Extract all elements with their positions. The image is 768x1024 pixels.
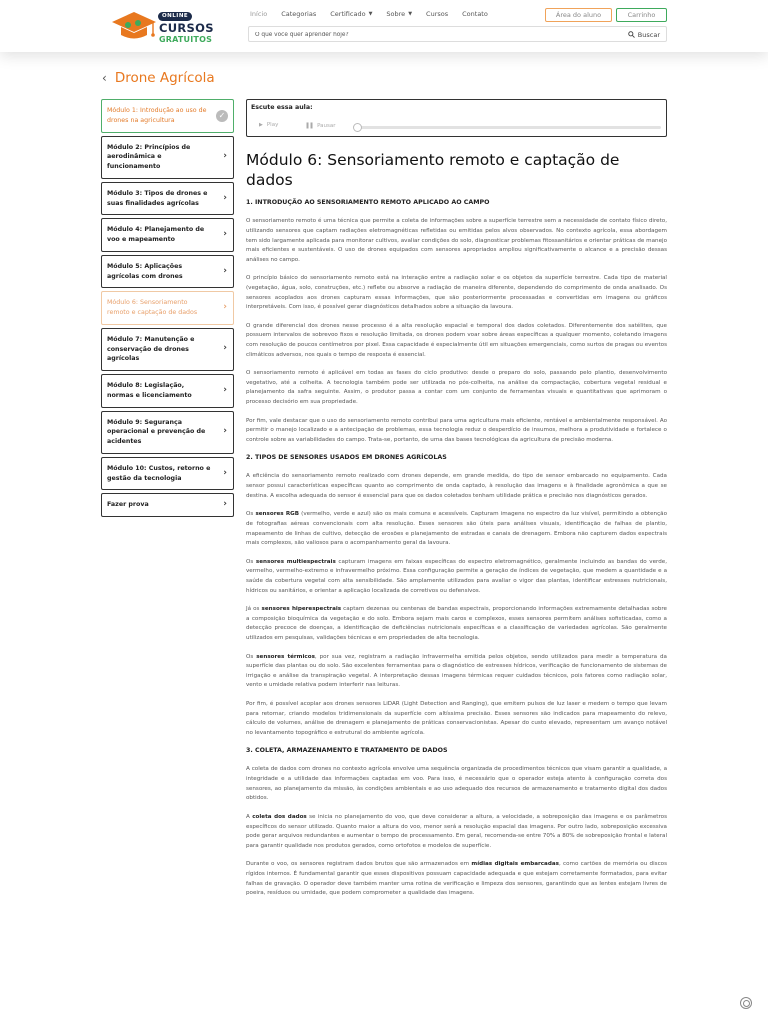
chevron-right-icon: › — [223, 426, 227, 437]
sidebar-module-8[interactable]: Módulo 8: Legislação, normas e licenciamento › — [101, 374, 234, 408]
paragraph: Já os sensores hiperespectrais captam dezenas ou centenas de bandas espectrais, proporcionando informações extremamente detalhadas sobre a composição bioquímica da vegetação e do solo. Embora sejam mais caros e complexos, esses sensores permitem análises sofisticadas, como a detecção precoce de doenças, a identificação de deficiências nutricionais específicas e a classificação de variedades agrícolas. São geralmente utilizados em pesquisas, validações técnicas e em propriedades de alta tecnologia. — [246, 606, 667, 641]
section-heading-1: 1. INTRODUÇÃO AO SENSORIAMENTO REMOTO APLICADO AO CAMPO — [246, 199, 490, 207]
audio-progress-track[interactable] — [357, 126, 661, 129]
chevron-down-icon: ▼ — [368, 11, 373, 17]
pause-button[interactable]: ❚❚ Pausar — [305, 122, 336, 129]
paragraph: O sensoriamento remoto é uma técnica que permite a coleta de informações sobre a superfície terrestre sem a necessidade de contato físico direto, utilizando sensores que captam radiações eletromagnéticas refletidas ou emitidas pelos alvos observados. No contexto agrícola, essa abordagem tem sido largamente aplicada para monitorar cultivos, avaliar condições do solo, diagnosticar problemas fitossanitários e orientar práticas de manejo mais eficientes e sustentáveis. O uso de drones equipados com sensores apropriados ampliou significativamente o alcance e a precisão dessas análises no campo. — [246, 218, 667, 263]
sidebar-module-7[interactable]: Módulo 7: Manutenção e conservação de drones agrícolas › — [101, 328, 234, 371]
paragraph: Os sensores multiespectrais capturam imagens em faixas específicas do espectro eletromagnético, geralmente incluindo as bandas do verde, vermelho, vermelho-extremo e infravermelho próximo. Essa configuração permite a geração de índices de vegetação, que medem a quantidade e a saúde da cobertura vegetal com alta sensibilidade. São amplamente utilizados para avaliar o vigor das plantas, identificar estresses nutricionais, hídricos ou sanitários, e orientar a aplicação localizada de corretivos ou defensivos. — [246, 558, 667, 594]
search-bar — [248, 26, 667, 42]
cart-button[interactable]: Carrinho — [616, 8, 667, 22]
pause-icon: ❚❚ — [305, 122, 314, 129]
module-sidebar — [101, 99, 234, 520]
sidebar-module-9[interactable]: Módulo 9: Segurança operacional e prevenção de acidentes › — [101, 411, 234, 454]
paragraph: Durante o voo, os sensores registram dados brutos que são armazenados em mídias digitais embarcadas, como cartões de memória ou discos rígidos internos. É fundamental garantir que esses dispositivos possuam capacidade adequada e que estejam corretamente formatados, para evitar falhas de gravação. O operador deve também manter uma rotina de verificação e limpeza dos sensores, garantindo que as lentes estejam livres de poeira, resíduos ou umidade, que podem comprometer a qualidade das imagens. — [246, 861, 667, 897]
chevron-right-icon: › — [223, 302, 227, 313]
paragraph: O sensoriamento remoto é aplicável em todas as fases do ciclo produtivo: desde o preparo do solo, passando pelo plantio, desenvolvimento vegetativo, até a colheita. A tecnologia também pode ser utilizada no pós-colheita, na análise da compactação, cobertura vegetal residual e planejamento da safra seguinte. Assim, o produtor passa a contar com um conjunto de ferramentas visuais e quantitativas que aprimoram o processo decisório em sua propriedade. — [246, 370, 667, 406]
paragraph: Os sensores RGB (vermelho, verde e azul) são os mais comuns e acessíveis. Capturam imagens no espectro da luz visível, permitindo a obtenção de fotografias aéreas convencionais com alta resolução. Esses sensores são úteis para análises visuais, identificação de falhas de plantio, mapeamento de linhas de cultivo, detecção de erosões e planejamento de estradas e canais de drenagem. Embora não capturem dados espectrais mais complexos, são valiosos para o acompanhamento geral da lavoura. — [246, 511, 667, 547]
course-title — [102, 70, 215, 86]
sidebar-module-1[interactable]: Módulo 1: Introdução ao uso de drones na agricultura ✓ — [101, 99, 234, 133]
paragraph: A eficiência do sensoriamento remoto realizado com drones depende, em grande medida, do tipo de sensor embarcado no equipamento. Cada sensor possui características específicas quanto ao comprimento de onda captado, à resolução das imagens e à finalidade agronômica a que se destina. A escolha adequada do sensor é essencial para que os dados coletados tenham utilidade prática e precisão nos diagnósticos gerados. — [246, 473, 667, 499]
chevron-down-icon: ▼ — [408, 11, 413, 17]
sidebar-module-4[interactable]: Módulo 4: Planejamento de voo e mapeamento › — [101, 218, 234, 252]
sidebar-module-10[interactable]: Módulo 10: Custos, retorno e gestão da tecnologia › — [101, 457, 234, 491]
lesson-content — [246, 150, 667, 908]
section-heading-2: 2. TIPOS DE SENSORES USADOS EM DRONES AGRÍCOLAS — [246, 454, 447, 462]
nav-sobre[interactable]: Sobre ▼ — [386, 10, 413, 18]
nav-cursos[interactable]: Cursos — [426, 10, 449, 18]
logo-line-online: ONLINE — [162, 13, 189, 19]
paragraph: O grande diferencial dos drones nesse processo é a alta resolução espacial e temporal dos dados coletados. Diferentemente dos satélites, que possuem intervalos de sobrevoo fixos e resolução limitada, os drones podem voar sobre áreas específicas a qualquer momento, coletando imagens com resolução de poucos centímetros por pixel. Essa capacidade é especialmente útil em situações emergenciais, como surtos de pragas ou eventos climáticos adversos, nos quais o tempo de resposta é essencial. — [246, 322, 667, 358]
play-button[interactable]: ▶ Play — [259, 122, 279, 128]
nav-certificado[interactable]: Certificado ▼ — [330, 10, 373, 18]
search-button[interactable]: Buscar — [628, 29, 660, 40]
main-nav — [250, 10, 502, 18]
logo-line-gratuitos: GRATUITOS — [159, 35, 213, 44]
whatsapp-icon[interactable] — [740, 997, 752, 1009]
nav-categorias[interactable]: Categorias — [281, 10, 317, 18]
site-logo[interactable] — [108, 8, 230, 48]
sidebar-take-exam[interactable]: Fazer prova › — [101, 493, 234, 517]
paragraph: Os sensores térmicos, por sua vez, registram a radiação infravermelha emitida pelos objetos, sendo utilizados para medir a temperatura da superfície das plantas ou do solo. São excelentes ferramentas para o diagnóstico de estresses hídricos, verificação de funcionamento de sistemas de irrigação e análise da transpiração vegetal. A interpretação dessas imagens térmicas requer cuidados técnicos, pois fatores como radiação solar, vento e umidade relativa podem interferir nas leituras. — [246, 653, 667, 689]
paragraph: O princípio básico do sensoriamento remoto está na interação entre a radiação solar e os objetos da superfície terrestre. Cada tipo de material (vegetação, água, solo, construções, etc.) reflete ou absorve a radiação de maneira diferente, dependendo do comprimento de onda analisado. Os sensores acoplados aos drones capturam essas informações, que são posteriormente processadas e convertidas em imagens ou gráficos interpretáveis. Com isso, é possível gerar diagnósticos detalhados sobre a situação da lavoura. — [246, 275, 667, 311]
site-header — [0, 0, 768, 52]
chevron-right-icon: › — [223, 343, 227, 354]
audio-player — [246, 99, 667, 137]
chevron-right-icon: › — [223, 229, 227, 240]
chevron-right-icon: › — [223, 265, 227, 276]
audio-label: Escute essa aula: — [251, 104, 313, 111]
nav-inicio[interactable]: Início — [250, 10, 268, 18]
chevron-right-icon: › — [223, 467, 227, 478]
chevron-right-icon: › — [223, 384, 227, 395]
back-chevron-icon[interactable]: ‹ — [102, 71, 107, 85]
paragraph: Por fim, é possível acoplar aos drones sensores LiDAR (Light Detection and Ranging), que emitem pulsos de luz laser e medem o tempo que levam para retornar, criando modelos tridimensionais da superfície com altíssima precisão. Esses sensores são indicados para mapeamento do relevo, cálculo de volumes, análise de drenagem e planejamento de práticas conservacionistas. Apesar do custo elevado, representam um avanço notável no levantamento topográfico e estrutural do ambiente agrícola. — [246, 701, 667, 736]
section-heading-3: 3. COLETA, ARMAZENAMENTO E TRATAMENTO DE DADOS — [246, 747, 448, 755]
check-circle-icon: ✓ — [216, 110, 228, 122]
paragraph: A coleta de dados com drones no contexto agrícola envolve uma sequência organizada de procedimentos técnicos que visam garantir a qualidade, a integridade e a utilidade das informações captadas em voo. Para isso, é necessário que o operador esteja atento à configuração correta dos sensores, ao planejamento da missão, às condições ambientais e ao uso adequado dos recursos de armazenamento e tratamento digital dos dados obtidos. — [246, 766, 667, 802]
search-icon — [628, 31, 635, 38]
chevron-right-icon: › — [223, 151, 227, 162]
paragraph: A coleta dos dados se inicia no planejamento do voo, que deve considerar a altura, a velocidade, a sobreposição das imagens e os parâmetros específicos do sensor utilizado. Quanto maior a altura do voo, menor será a resolução espacial das imagens. Por outro lado, sobreposição excessiva pode gerar arquivos redundantes e aumentar o tempo de processamento. Em geral, recomenda-se entre 70% a 80% de sobreposição frontal e lateral para garantir qualidade nos produtos gerados, como ortofotos e modelos de superfície. — [246, 813, 668, 849]
sidebar-module-3[interactable]: Módulo 3: Tipos de drones e suas finalidades agrícolas › — [101, 182, 234, 216]
nav-contato[interactable]: Contato — [462, 10, 488, 18]
sidebar-module-2[interactable]: Módulo 2: Princípios de aerodinâmica e funcionamento › — [101, 136, 234, 179]
logo-line-cursos: CURSOS — [159, 21, 214, 35]
paragraph: Por fim, vale destacar que o uso do sensoriamento remoto contribui para uma agricultura mais eficiente, rentável e ambientalmente responsável. Ao permitir o manejo localizado e a antecipação de problemas, essa tecnologia reduz o desperdício de insumos, melhora a produtividade e fortalece o controle sobre as variabilidades do campo. Trata-se, portanto, de uma das bases tecnológicas da agricultura de precisão moderna. — [246, 417, 667, 443]
chevron-right-icon: › — [223, 192, 227, 203]
sidebar-module-6[interactable]: Módulo 6: Sensoriamento remoto e captação de dados › — [101, 291, 234, 325]
audio-progress-handle[interactable] — [353, 123, 362, 132]
search-input[interactable] — [255, 30, 615, 40]
course-title-text: Drone Agrícola — [114, 70, 215, 86]
chevron-right-icon: › — [223, 499, 227, 510]
play-icon: ▶ — [259, 122, 263, 128]
lesson-title: Módulo 6: Sensoriamento remoto e captação de dados — [246, 151, 620, 190]
student-area-button[interactable]: Área do aluno — [545, 8, 612, 22]
sidebar-module-5[interactable]: Módulo 5: Aplicações agrícolas com drones › — [101, 255, 234, 289]
